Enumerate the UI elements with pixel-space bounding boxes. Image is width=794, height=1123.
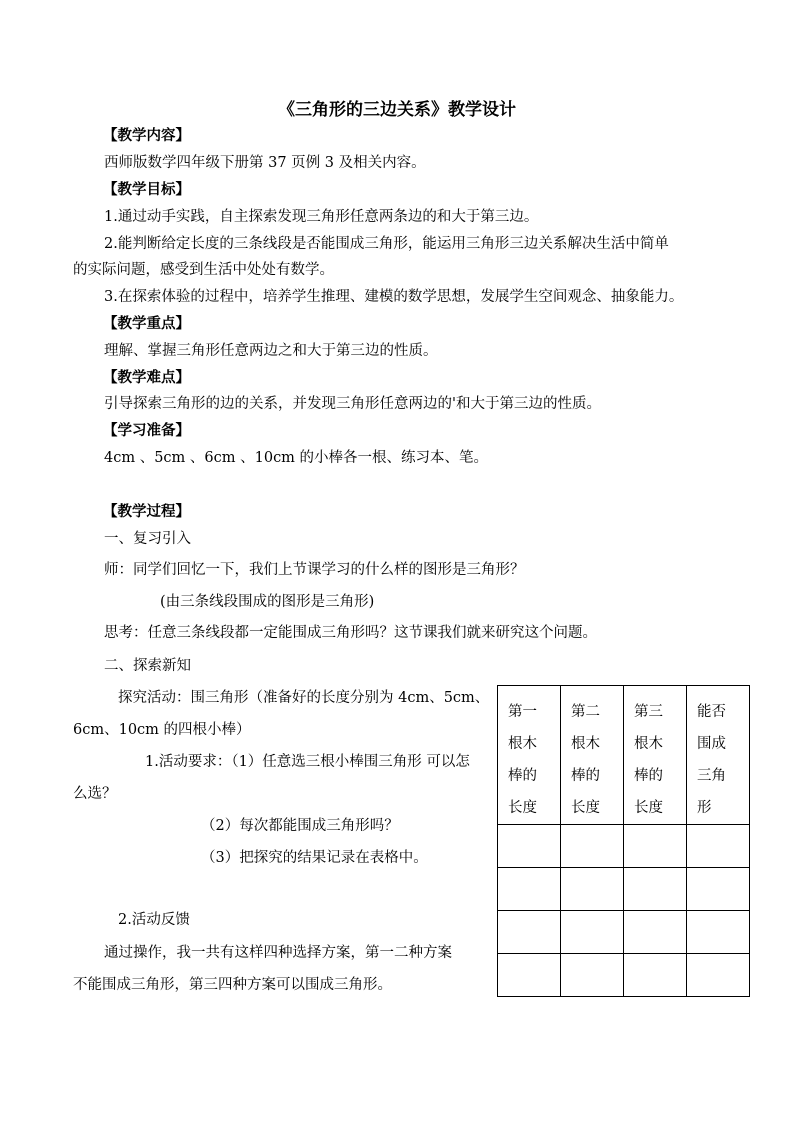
heading-process: 【教学过程】 [103, 503, 190, 520]
answer-text: (由三条线段围成的图形是三角形) [160, 594, 375, 610]
requirement-2: （2）每次都能围成三角形吗？ [201, 818, 399, 834]
header-text: 根木 [571, 736, 600, 752]
table-row [498, 868, 750, 911]
heading-difficulty: 【教学难点】 [103, 369, 190, 386]
table-row [498, 911, 750, 954]
prep-text: 4cm 、5cm 、6cm 、10cm 的小棒各一根、练习本、笔。 [104, 450, 489, 466]
header-text: 第一 [508, 704, 537, 720]
feedback-line-2: 不能围成三角形，第三四种方案可以围成三角形。 [73, 977, 392, 993]
heading-goals: 【教学目标】 [103, 181, 190, 198]
goal-3: 3.在探索体验的过程中，培养学生推理、建模的数学思想，发展学生空间观念、抽象能力。 [104, 289, 684, 305]
header-text: 第三 [634, 704, 663, 720]
table-cell [498, 911, 561, 954]
header-text: 长度 [634, 800, 663, 816]
table-cell [561, 954, 624, 997]
table-cell [687, 825, 750, 868]
heading-content: 【教学内容】 [103, 127, 190, 144]
header-text: 棒的 [508, 768, 537, 784]
record-table [497, 685, 750, 997]
heading-key: 【教学重点】 [103, 315, 190, 332]
requirement-3: （3）把探究的结果记录在表格中。 [201, 850, 428, 866]
header-cell-4 [687, 686, 750, 825]
feedback-line-1: 通过操作，我一共有这样四种选择方案，第一二种方案 [104, 945, 452, 961]
header-text: 棒的 [571, 768, 600, 784]
feedback-title: 2.活动反馈 [118, 912, 190, 928]
goal-2-line-2: 的实际问题，感受到生活中处处有数学。 [73, 262, 334, 278]
activity-line-2: 6cm、10cm 的四根小棒） [73, 722, 251, 738]
table-cell [687, 911, 750, 954]
header-text: 长度 [571, 800, 600, 816]
header-text: 根木 [508, 736, 537, 752]
table-row [498, 825, 750, 868]
table-cell [687, 954, 750, 997]
table-cell [561, 911, 624, 954]
header-text: 三角 [697, 768, 726, 784]
table-cell [561, 868, 624, 911]
think-text: 思考：任意三条线段都一定能围成三角形吗？这节课我们就来研究这个问题。 [104, 625, 597, 641]
content-text: 西师版数学四年级下册第 37 页例 3 及相关内容。 [104, 155, 426, 171]
header-text: 第二 [571, 704, 600, 720]
table-cell [498, 868, 561, 911]
header-text: 围成 [697, 736, 726, 752]
table-row [498, 954, 750, 997]
key-text: 理解、掌握三角形任意两边之和大于第三边的性质。 [104, 343, 438, 359]
doc-title: 《三角形的三边关系》教学设计 [278, 100, 516, 120]
header-text: 长度 [508, 800, 537, 816]
header-cell-1 [498, 686, 561, 825]
table-cell [624, 825, 687, 868]
header-text: 根木 [634, 736, 663, 752]
header-cell-2 [561, 686, 624, 825]
table-cell [687, 868, 750, 911]
table-cell [498, 825, 561, 868]
requirement-1-line-2: 么选？ [73, 786, 117, 802]
heading-prep: 【学习准备】 [103, 422, 190, 439]
part-1-title: 一、复习引入 [104, 531, 191, 547]
goal-1: 1.通过动手实践，自主探索发现三角形任意两条边的和大于第三边。 [104, 209, 539, 225]
teacher-question: 师：同学们回忆一下，我们上节课学习的什么样的图形是三角形？ [104, 562, 525, 578]
header-text: 形 [697, 800, 712, 816]
difficulty-text: 引导探索三角形的边的关系，并发现三角形任意两边的'和大于第三边的性质。 [104, 396, 601, 412]
table-cell [624, 954, 687, 997]
table-cell [624, 868, 687, 911]
part-2-title: 二、探索新知 [104, 658, 191, 674]
table-header-row [498, 686, 750, 825]
header-text: 能否 [697, 704, 726, 720]
table-cell [498, 954, 561, 997]
requirement-1-line-1: 1.活动要求：（1）任意选三根小棒围三角形 可以怎 [145, 754, 470, 770]
goal-2-line-1: 2.能判断给定长度的三条线段是否能围成三角形，能运用三角形三边关系解决生活中简单 [104, 236, 669, 252]
table-cell [624, 911, 687, 954]
header-text: 棒的 [634, 768, 663, 784]
table-cell [561, 825, 624, 868]
header-cell-3 [624, 686, 687, 825]
activity-line-1: 探究活动：围三角形（准备好的长度分别为 4cm、5cm、 [118, 690, 490, 706]
